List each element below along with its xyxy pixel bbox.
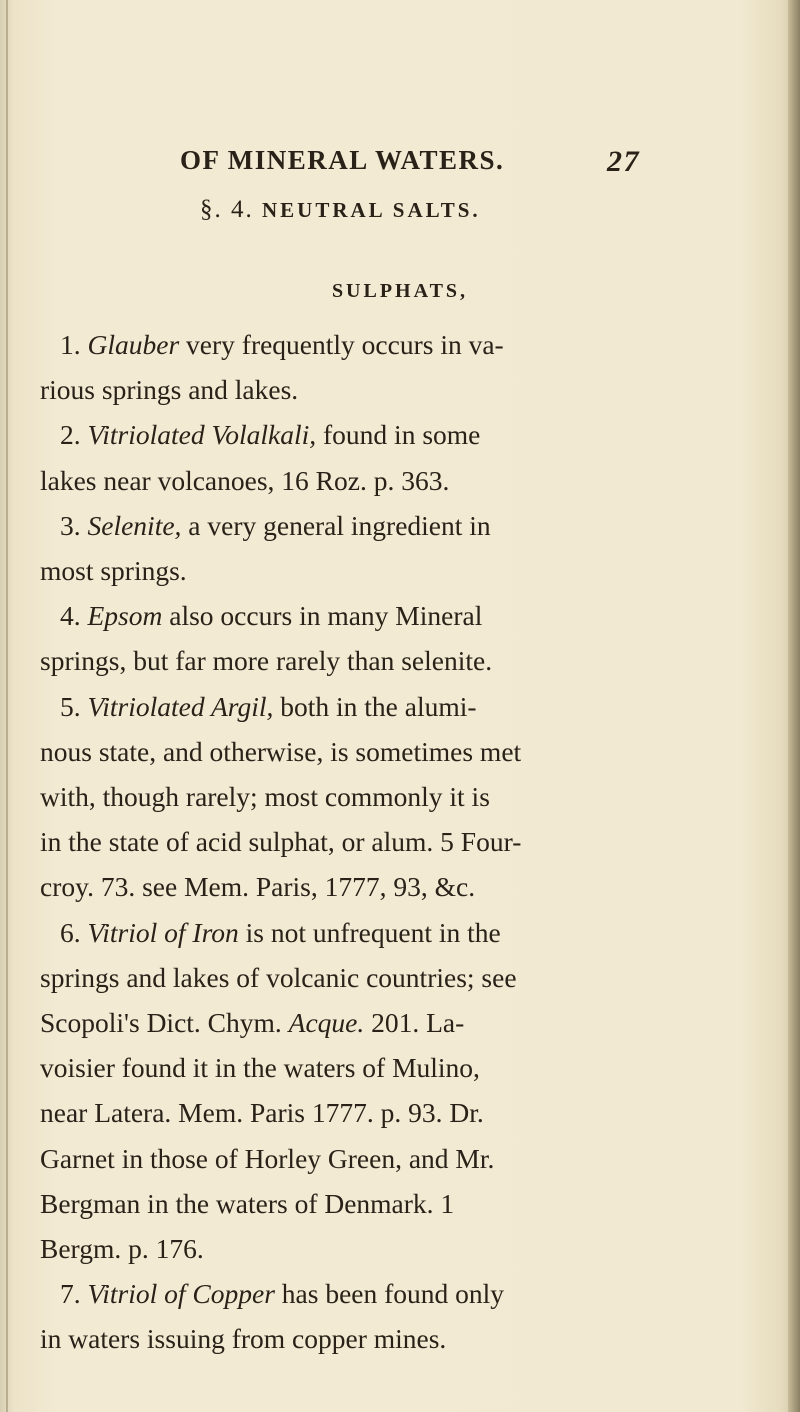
italic-term: Selenite, bbox=[87, 509, 182, 541]
text-line bbox=[40, 1316, 740, 1361]
italic-term: Vitriolated Argil, bbox=[87, 690, 274, 722]
text-run: 5. bbox=[60, 690, 88, 722]
text-run: 7. bbox=[60, 1278, 88, 1310]
text-line bbox=[40, 910, 740, 955]
text-run: is not unfrequent in the bbox=[238, 916, 501, 948]
section-mark: §. 4. bbox=[200, 196, 254, 223]
text-line bbox=[40, 1045, 740, 1090]
text-run: most springs. bbox=[40, 555, 187, 587]
text-line bbox=[40, 322, 740, 367]
italic-term: Acque. bbox=[288, 1007, 365, 1039]
text-line bbox=[40, 1136, 740, 1181]
italic-term: Vitriol of Copper bbox=[87, 1278, 275, 1310]
text-run: springs, but far more rarely than selenite. bbox=[40, 645, 493, 677]
text-run: Bergman in the waters of Denmark. 1 bbox=[40, 1187, 455, 1219]
text-run: near Latera. Mem. Paris 1777. p. 93. Dr. bbox=[40, 1097, 484, 1129]
text-run: croy. 73. see Mem. Paris, 1777, 93, &c. bbox=[40, 871, 476, 903]
running-head bbox=[180, 145, 640, 179]
text-run: 3. bbox=[60, 509, 88, 541]
text-line bbox=[40, 684, 740, 729]
text-run: rious springs and lakes. bbox=[40, 374, 299, 406]
text-run: springs and lakes of volcanic countries; see bbox=[40, 961, 517, 993]
text-run: 1. bbox=[60, 329, 88, 360]
text-run: Scopoli's Dict. Chym. bbox=[40, 1007, 289, 1039]
text-line bbox=[40, 367, 740, 412]
text-line bbox=[40, 1090, 740, 1135]
text-run: 6. bbox=[60, 916, 88, 948]
text-run: 2. bbox=[60, 419, 88, 451]
text-run: Garnet in those of Horley Green, and Mr. bbox=[40, 1142, 495, 1174]
text-run: voisier found it in the waters of Mulino, bbox=[40, 1052, 480, 1084]
subsection-heading: SULPHATS, bbox=[331, 280, 469, 302]
text-line bbox=[40, 548, 740, 593]
italic-term: Vitriolated Volalkali, bbox=[87, 419, 317, 451]
page-number: 27 bbox=[607, 145, 640, 178]
text-line bbox=[40, 503, 740, 548]
running-head-title: OF MINERAL WATERS. bbox=[180, 145, 505, 175]
text-run: has been found only bbox=[274, 1278, 505, 1310]
text-line bbox=[40, 593, 740, 638]
text-line bbox=[40, 729, 740, 774]
italic-term: Glauber bbox=[87, 329, 180, 360]
text-line bbox=[40, 1271, 740, 1316]
section-title: NEUTRAL SALTS. bbox=[262, 198, 481, 222]
text-run: 4. bbox=[60, 600, 88, 632]
italic-term: Vitriol of Iron bbox=[87, 916, 239, 948]
text-line bbox=[40, 412, 740, 457]
text-line bbox=[40, 1181, 740, 1226]
text-line bbox=[40, 1000, 740, 1045]
text-line bbox=[40, 864, 740, 909]
text-run: in waters issuing from copper mines. bbox=[40, 1323, 447, 1355]
page-left-edge bbox=[6, 0, 8, 1412]
text-line bbox=[40, 638, 740, 683]
text-run: a very general ingredient in bbox=[181, 509, 491, 541]
text-line bbox=[40, 955, 740, 1000]
text-run: with, though rarely; most commonly it is bbox=[40, 781, 490, 813]
text-line bbox=[40, 819, 740, 864]
text-run: found in some bbox=[316, 419, 481, 451]
text-run: also occurs in many Mineral bbox=[162, 600, 483, 632]
text-run: Bergm. p. 176. bbox=[40, 1233, 204, 1265]
text-run: very frequently occurs in va- bbox=[179, 329, 504, 360]
text-run: both in the alumi- bbox=[273, 690, 477, 722]
italic-term: Epsom bbox=[87, 600, 163, 632]
text-line bbox=[40, 1226, 740, 1271]
text-run: nous state, and otherwise, is sometimes met bbox=[40, 735, 522, 767]
body-text bbox=[40, 322, 740, 1362]
page-right-edge bbox=[788, 0, 800, 1412]
text-run: in the state of acid sulphat, or alum. 5 Four- bbox=[40, 826, 522, 858]
section-heading bbox=[200, 196, 481, 224]
text-line bbox=[40, 774, 740, 819]
text-line bbox=[40, 458, 740, 503]
text-run: lakes near volcanoes, 16 Roz. p. 363. bbox=[40, 464, 450, 496]
text-run: 201. La- bbox=[364, 1007, 465, 1039]
